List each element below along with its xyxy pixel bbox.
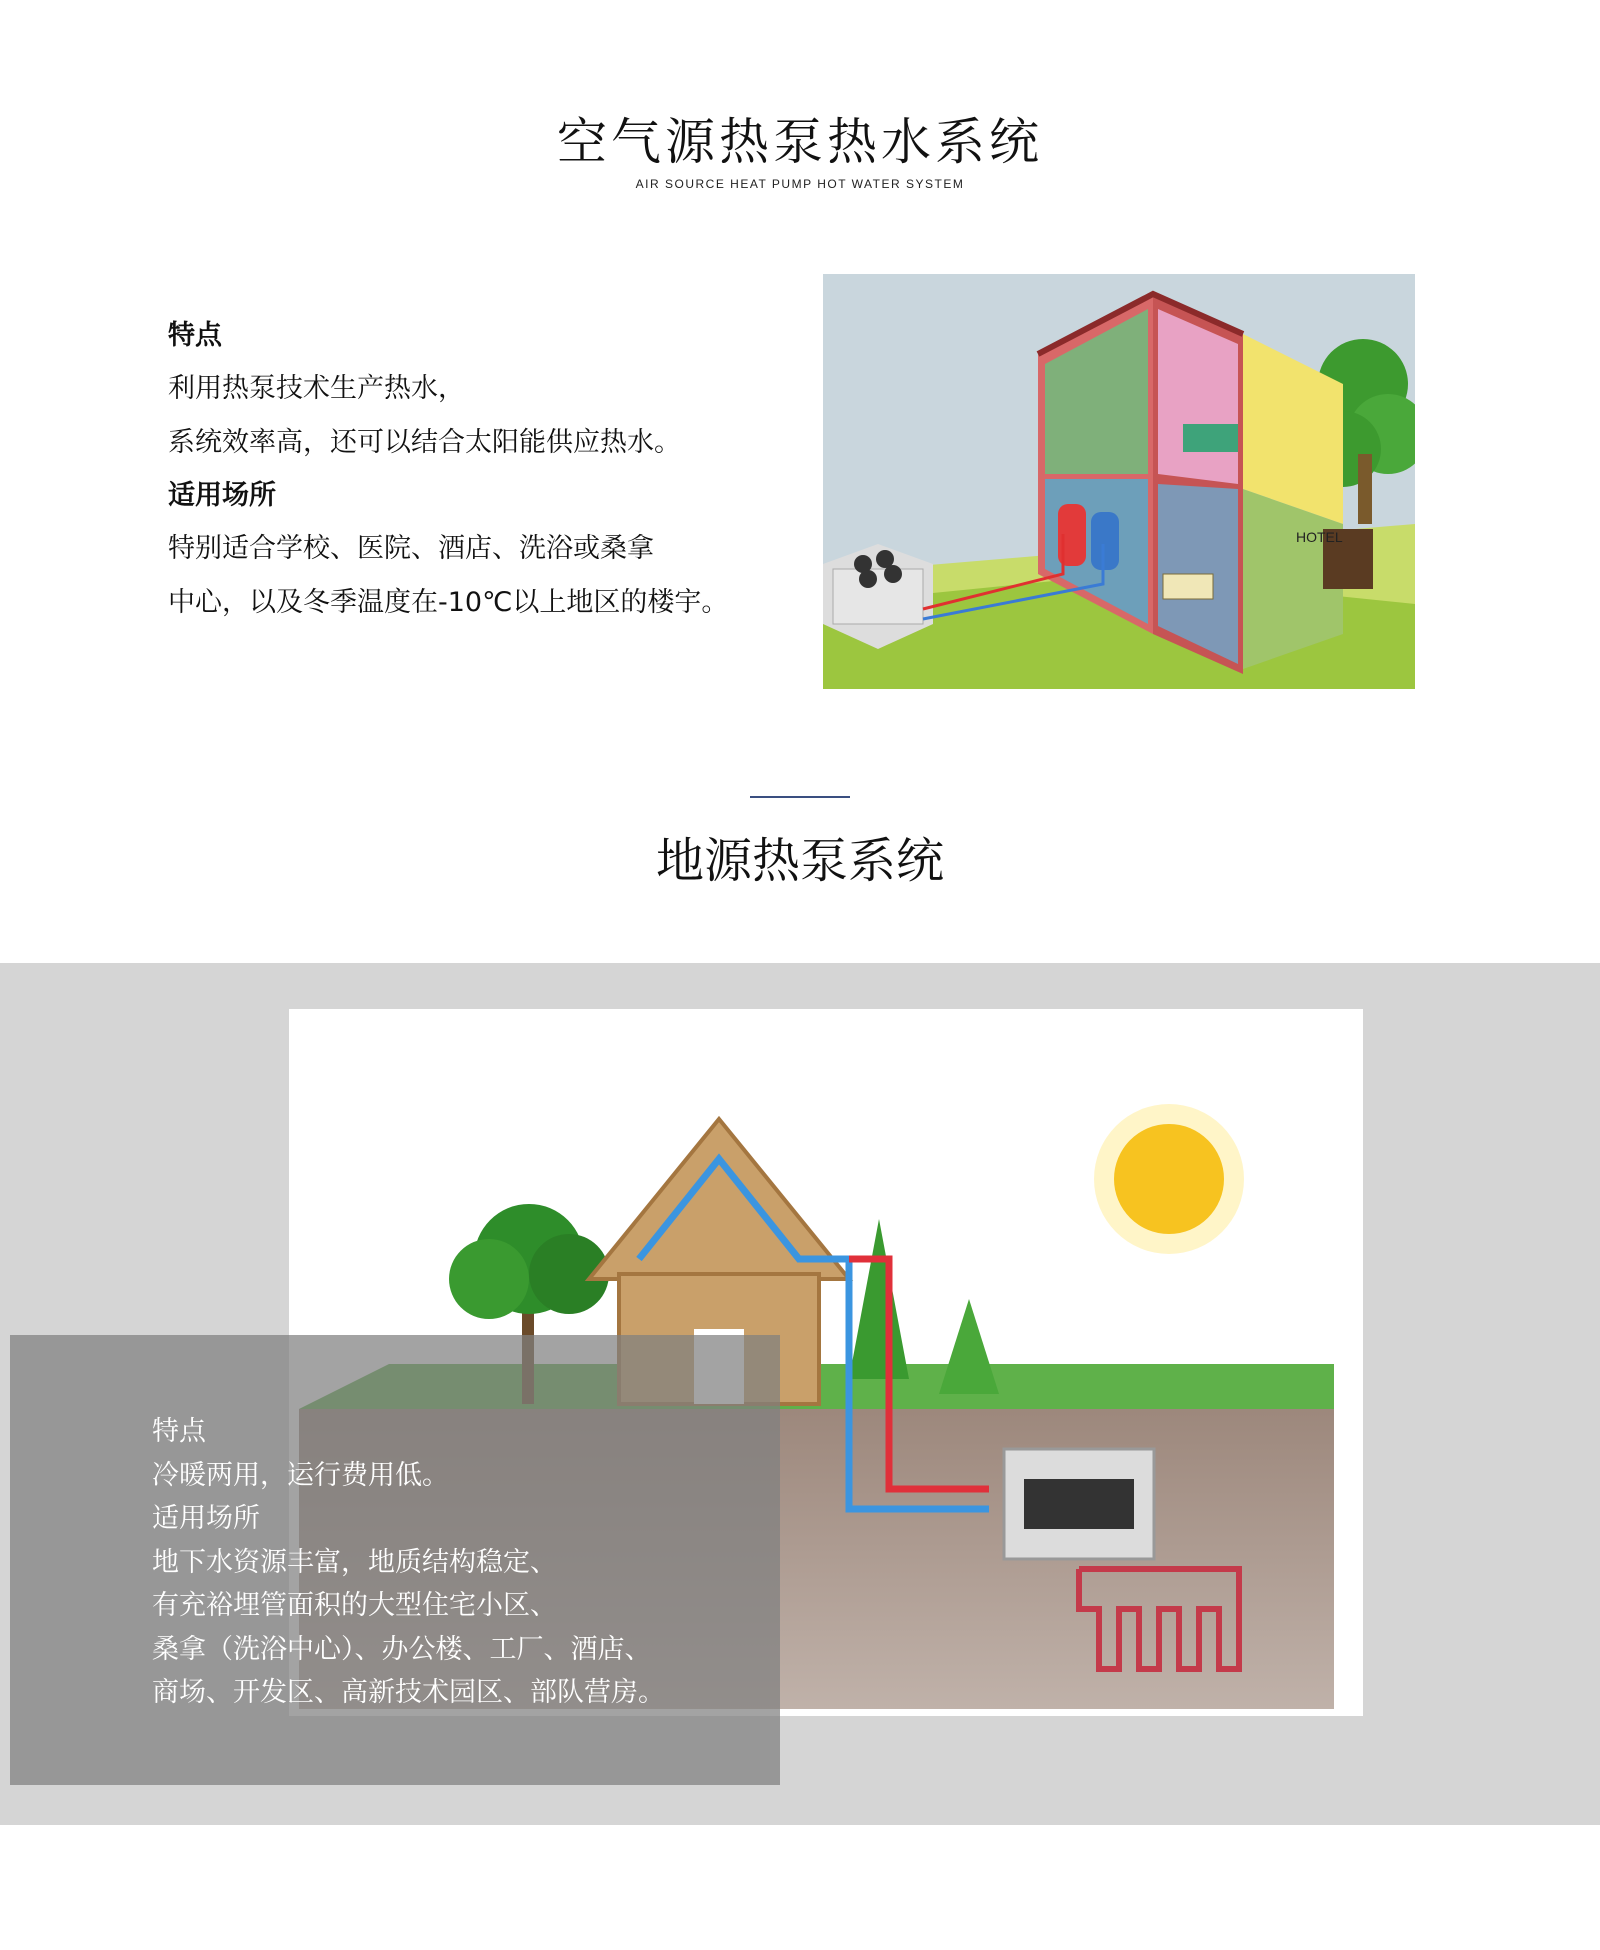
air-source-subtitle: AIR SOURCE HEAT PUMP HOT WATER SYSTEM	[635, 177, 965, 191]
section-divider	[750, 796, 850, 798]
gs-features-line: 冷暖两用，运行费用低。	[152, 1459, 449, 1491]
gs-usage-line-3: 桑拿（洗浴中心）、办公楼、工厂、酒店、	[152, 1633, 652, 1665]
usage-line-1: 特别适合学校、医院、酒店、洗浴或桑拿	[168, 533, 654, 564]
ground-source-text-block	[152, 1410, 665, 1715]
gs-usage-line-1: 地下水资源丰富，地质结构稳定、	[152, 1546, 557, 1578]
usage-heading: 适用场所	[168, 480, 276, 511]
gs-features-heading: 特点	[152, 1416, 206, 1447]
gs-usage-heading: 适用场所	[152, 1503, 260, 1534]
features-heading: 特点	[168, 320, 222, 351]
gs-usage-line-2: 有充裕埋管面积的大型住宅小区、	[152, 1590, 557, 1621]
hotel-sign-text: HOTEL	[1296, 529, 1343, 545]
air-source-title: 空气源热泵热水系统	[557, 113, 1043, 171]
usage-line-2: 中心，以及冬季温度在-10℃以上地区的楼宇。	[168, 587, 729, 618]
features-line-1: 利用热泵技术生产热水，	[168, 373, 465, 404]
air-source-illustration	[823, 274, 1415, 689]
ground-source-title: 地源热泵系统	[655, 833, 944, 889]
features-line-2: 系统效率高，还可以结合太阳能供应热水。	[168, 427, 681, 458]
gs-usage-line-4: 商场、开发区、高新技术园区、部队营房。	[152, 1677, 665, 1708]
air-source-text-block	[168, 310, 808, 630]
